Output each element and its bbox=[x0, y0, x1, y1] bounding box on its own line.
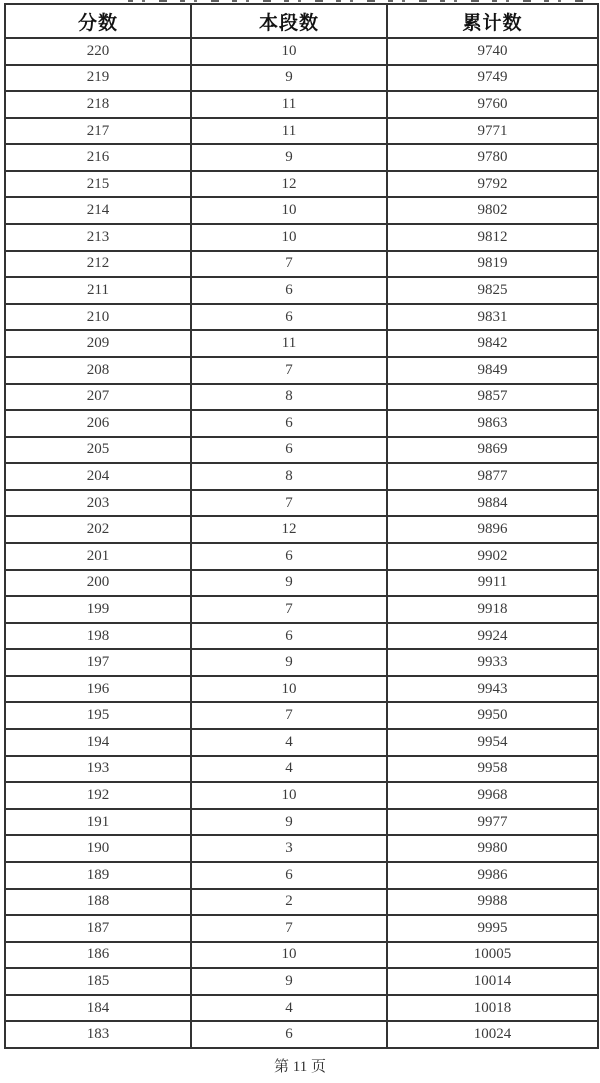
score-cell: 190 bbox=[5, 835, 191, 862]
cumulative-count-cell: 10014 bbox=[387, 968, 598, 995]
table-row bbox=[5, 144, 598, 171]
table-row bbox=[5, 889, 598, 916]
segment-count-cell: 3 bbox=[191, 835, 387, 862]
table-row bbox=[5, 995, 598, 1022]
segment-count-cell: 12 bbox=[191, 516, 387, 543]
cropped-title-remnant bbox=[128, 0, 594, 2]
table-row bbox=[5, 702, 598, 729]
score-cell: 200 bbox=[5, 570, 191, 597]
segment-count-cell: 4 bbox=[191, 995, 387, 1022]
segment-count-cell: 4 bbox=[191, 729, 387, 756]
score-cell: 206 bbox=[5, 410, 191, 437]
cumulative-count-cell: 9760 bbox=[387, 91, 598, 118]
cumulative-count-cell: 9988 bbox=[387, 889, 598, 916]
table-row bbox=[5, 596, 598, 623]
score-cell: 205 bbox=[5, 437, 191, 464]
segment-count-cell: 11 bbox=[191, 91, 387, 118]
cumulative-count-cell: 9819 bbox=[387, 251, 598, 278]
segment-count-cell: 10 bbox=[191, 224, 387, 251]
cumulative-count-cell: 9933 bbox=[387, 649, 598, 676]
segment-count-cell: 7 bbox=[191, 915, 387, 942]
segment-count-cell: 9 bbox=[191, 65, 387, 92]
cumulative-count-cell: 9884 bbox=[387, 490, 598, 517]
score-cell: 203 bbox=[5, 490, 191, 517]
table-row bbox=[5, 91, 598, 118]
cumulative-count-cell: 9958 bbox=[387, 756, 598, 783]
table-row bbox=[5, 543, 598, 570]
table-row bbox=[5, 915, 598, 942]
column-header-score: 分数 bbox=[5, 4, 191, 38]
segment-count-cell: 10 bbox=[191, 197, 387, 224]
table-row bbox=[5, 410, 598, 437]
table-row bbox=[5, 38, 598, 65]
table-row bbox=[5, 862, 598, 889]
score-cell: 188 bbox=[5, 889, 191, 916]
cumulative-count-cell: 9977 bbox=[387, 809, 598, 836]
cumulative-count-cell: 9740 bbox=[387, 38, 598, 65]
score-cell: 219 bbox=[5, 65, 191, 92]
score-cell: 218 bbox=[5, 91, 191, 118]
segment-count-cell: 12 bbox=[191, 171, 387, 198]
table-row bbox=[5, 570, 598, 597]
score-cell: 195 bbox=[5, 702, 191, 729]
score-cell: 199 bbox=[5, 596, 191, 623]
segment-count-cell: 8 bbox=[191, 463, 387, 490]
cumulative-count-cell: 9812 bbox=[387, 224, 598, 251]
table-row bbox=[5, 251, 598, 278]
segment-count-cell: 7 bbox=[191, 357, 387, 384]
cumulative-count-cell: 9950 bbox=[387, 702, 598, 729]
score-distribution-table bbox=[4, 3, 599, 1049]
segment-count-cell: 11 bbox=[191, 118, 387, 145]
cumulative-count-cell: 9924 bbox=[387, 623, 598, 650]
score-cell: 198 bbox=[5, 623, 191, 650]
cumulative-count-cell: 10005 bbox=[387, 942, 598, 969]
table-row bbox=[5, 516, 598, 543]
cumulative-count-cell: 9857 bbox=[387, 384, 598, 411]
segment-count-cell: 6 bbox=[191, 410, 387, 437]
cumulative-count-cell: 9877 bbox=[387, 463, 598, 490]
table-row bbox=[5, 330, 598, 357]
segment-count-cell: 9 bbox=[191, 649, 387, 676]
segment-count-cell: 6 bbox=[191, 862, 387, 889]
score-cell: 193 bbox=[5, 756, 191, 783]
cumulative-count-cell: 9980 bbox=[387, 835, 598, 862]
segment-count-cell: 7 bbox=[191, 596, 387, 623]
cumulative-count-cell: 9771 bbox=[387, 118, 598, 145]
score-cell: 209 bbox=[5, 330, 191, 357]
score-cell: 216 bbox=[5, 144, 191, 171]
table-row bbox=[5, 835, 598, 862]
score-cell: 184 bbox=[5, 995, 191, 1022]
score-cell: 187 bbox=[5, 915, 191, 942]
cumulative-count-cell: 9902 bbox=[387, 543, 598, 570]
score-cell: 189 bbox=[5, 862, 191, 889]
segment-count-cell: 7 bbox=[191, 490, 387, 517]
cumulative-count-cell: 9911 bbox=[387, 570, 598, 597]
cumulative-count-cell: 9869 bbox=[387, 437, 598, 464]
table-row bbox=[5, 197, 598, 224]
cumulative-count-cell: 10024 bbox=[387, 1021, 598, 1048]
segment-count-cell: 9 bbox=[191, 570, 387, 597]
table-row bbox=[5, 649, 598, 676]
table-row bbox=[5, 782, 598, 809]
column-header-segment-count: 本段数 bbox=[191, 4, 387, 38]
table-body bbox=[5, 38, 598, 1048]
segment-count-cell: 6 bbox=[191, 623, 387, 650]
segment-count-cell: 4 bbox=[191, 756, 387, 783]
column-header-cumulative-count: 累计数 bbox=[387, 4, 598, 38]
score-cell: 217 bbox=[5, 118, 191, 145]
cumulative-count-cell: 9825 bbox=[387, 277, 598, 304]
segment-count-cell: 10 bbox=[191, 676, 387, 703]
table-row bbox=[5, 357, 598, 384]
cumulative-count-cell: 9792 bbox=[387, 171, 598, 198]
cumulative-count-cell: 9842 bbox=[387, 330, 598, 357]
segment-count-cell: 7 bbox=[191, 251, 387, 278]
score-cell: 186 bbox=[5, 942, 191, 969]
table-row bbox=[5, 463, 598, 490]
cumulative-count-cell: 9918 bbox=[387, 596, 598, 623]
segment-count-cell: 6 bbox=[191, 437, 387, 464]
segment-count-cell: 10 bbox=[191, 38, 387, 65]
score-cell: 215 bbox=[5, 171, 191, 198]
table-row bbox=[5, 65, 598, 92]
score-cell: 196 bbox=[5, 676, 191, 703]
cumulative-count-cell: 9849 bbox=[387, 357, 598, 384]
score-cell: 202 bbox=[5, 516, 191, 543]
score-cell: 220 bbox=[5, 38, 191, 65]
table-row bbox=[5, 729, 598, 756]
score-cell: 207 bbox=[5, 384, 191, 411]
score-cell: 185 bbox=[5, 968, 191, 995]
segment-count-cell: 10 bbox=[191, 942, 387, 969]
segment-count-cell: 9 bbox=[191, 144, 387, 171]
page-number-footer: 第 11 页 bbox=[274, 1059, 326, 1075]
table-row bbox=[5, 809, 598, 836]
table-row bbox=[5, 118, 598, 145]
cumulative-count-cell: 9986 bbox=[387, 862, 598, 889]
table-row bbox=[5, 756, 598, 783]
score-cell: 197 bbox=[5, 649, 191, 676]
cumulative-count-cell: 9831 bbox=[387, 304, 598, 331]
score-cell: 191 bbox=[5, 809, 191, 836]
segment-count-cell: 6 bbox=[191, 277, 387, 304]
segment-count-cell: 8 bbox=[191, 384, 387, 411]
segment-count-cell: 10 bbox=[191, 782, 387, 809]
segment-count-cell: 2 bbox=[191, 889, 387, 916]
score-cell: 201 bbox=[5, 543, 191, 570]
segment-count-cell: 6 bbox=[191, 304, 387, 331]
segment-count-cell: 11 bbox=[191, 330, 387, 357]
cumulative-count-cell: 9896 bbox=[387, 516, 598, 543]
table-row bbox=[5, 676, 598, 703]
cumulative-count-cell: 9995 bbox=[387, 915, 598, 942]
cumulative-count-cell: 10018 bbox=[387, 995, 598, 1022]
score-cell: 211 bbox=[5, 277, 191, 304]
table-header-row bbox=[5, 4, 598, 38]
score-cell: 183 bbox=[5, 1021, 191, 1048]
segment-count-cell: 9 bbox=[191, 968, 387, 995]
score-cell: 212 bbox=[5, 251, 191, 278]
table-row bbox=[5, 171, 598, 198]
segment-count-cell: 6 bbox=[191, 543, 387, 570]
table-row bbox=[5, 437, 598, 464]
cumulative-count-cell: 9780 bbox=[387, 144, 598, 171]
score-cell: 214 bbox=[5, 197, 191, 224]
score-cell: 192 bbox=[5, 782, 191, 809]
table-row bbox=[5, 1021, 598, 1048]
cumulative-count-cell: 9802 bbox=[387, 197, 598, 224]
cumulative-count-cell: 9954 bbox=[387, 729, 598, 756]
table-row bbox=[5, 224, 598, 251]
cumulative-count-cell: 9863 bbox=[387, 410, 598, 437]
segment-count-cell: 6 bbox=[191, 1021, 387, 1048]
table-row bbox=[5, 384, 598, 411]
table-header bbox=[5, 4, 598, 38]
score-cell: 204 bbox=[5, 463, 191, 490]
score-cell: 210 bbox=[5, 304, 191, 331]
table-row bbox=[5, 490, 598, 517]
table-row bbox=[5, 968, 598, 995]
table-row bbox=[5, 942, 598, 969]
cumulative-count-cell: 9749 bbox=[387, 65, 598, 92]
cumulative-count-cell: 9943 bbox=[387, 676, 598, 703]
cumulative-count-cell: 9968 bbox=[387, 782, 598, 809]
table-row bbox=[5, 304, 598, 331]
score-cell: 213 bbox=[5, 224, 191, 251]
segment-count-cell: 9 bbox=[191, 809, 387, 836]
score-cell: 208 bbox=[5, 357, 191, 384]
score-cell: 194 bbox=[5, 729, 191, 756]
segment-count-cell: 7 bbox=[191, 702, 387, 729]
table-row bbox=[5, 277, 598, 304]
table-row bbox=[5, 623, 598, 650]
